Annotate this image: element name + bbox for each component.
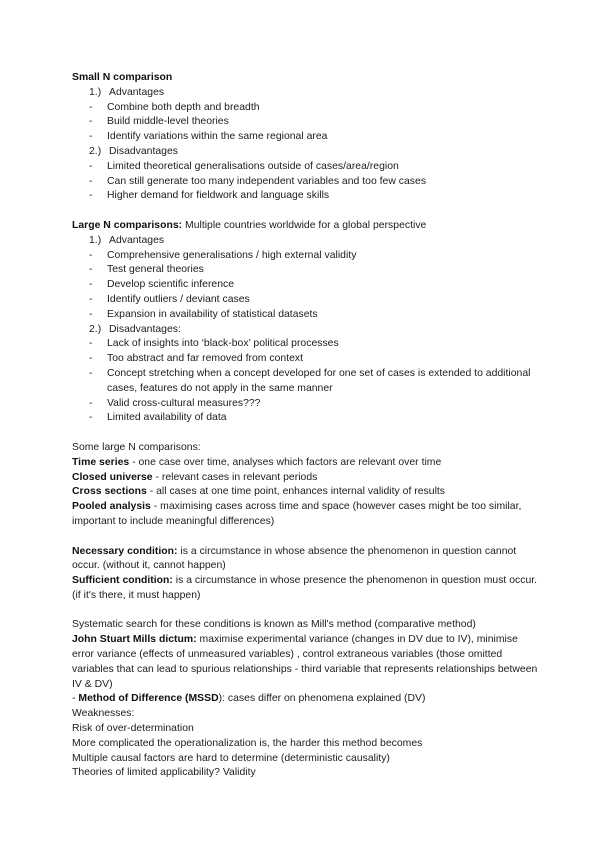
mills-intro: Systematic search for these conditions is known as Mill's method (comparative method) [72, 619, 476, 631]
weakness-item: Theories of limited applicability? Validity [72, 767, 256, 779]
type-time-series: Time series - one case over time, analyses which factors are relevant over time [72, 456, 442, 468]
list-item: - Comprehensive generalisations / high external validity [89, 249, 357, 261]
small-n-disadvantages-label: 2.) Disadvantages [89, 145, 178, 157]
list-item: - Identify outliers / deviant cases [89, 293, 250, 305]
type-cross-sections: Cross sections - all cases at one time point, enhances internal validity of results [72, 486, 446, 498]
list-item: - Limited availability of data [89, 412, 227, 424]
list-item: - Combine both depth and breadth [89, 101, 260, 113]
sufficient-condition: Sufficient condition: is a circumstance in whose presence the phenomenon in question must occur. (if it's there, it must happen) [72, 575, 538, 601]
list-item: - Concept stretching when a concept developed for one set of cases is extended to additional cases, features do not apply in the same manner [89, 367, 531, 394]
list-item: - Valid cross-cultural measures??? [89, 397, 261, 409]
list-item: - Higher demand for fieldwork and language skills [89, 190, 330, 202]
list-item: - Expansion in availability of statistical datasets [89, 308, 318, 320]
weakness-item: Multiple causal factors are hard to determine (deterministic causality) [72, 752, 390, 764]
list-item: - Too abstract and far removed from context [89, 353, 304, 365]
types-intro: Some large N comparisons: [72, 441, 201, 453]
method-of-difference: - Method of Difference (MSSD): cases differ on phenomena explained (DV) [72, 693, 426, 705]
mills-dictum: John Stuart Mills dictum: maximise experimental variance (changes in DV due to IV), minimise error variance (effects of unmeasured variables) , control extraneous variables (those omitted variables that can lead to spurious relationships - third variable that represents relationships between IV & DV) [72, 634, 538, 690]
weakness-item: Risk of over-determination [72, 723, 194, 735]
large-n-disadvantages-label: 2.) Disadvantages: [89, 323, 181, 335]
type-pooled-analysis: Pooled analysis - maximising cases across time and space (however cases might be too similar, important to include meaningful differences) [72, 501, 522, 527]
weakness-item: More complicated the operationalization is, the harder this method becomes [72, 737, 423, 749]
list-item: - Test general theories [89, 264, 204, 276]
small-n-heading: Small N comparison [72, 72, 173, 83]
necessary-condition: Necessary condition: is a circumstance in whose absence the phenomenon in question cannot occur. (without it, cannot happen) [72, 545, 517, 572]
list-item: - Develop scientific inference [89, 279, 235, 291]
list-item: - Build middle-level theories [89, 116, 229, 128]
list-item: - Can still generate too many independent variables and too few cases [89, 175, 427, 187]
large-n-heading: Large N comparisons: Multiple countries worldwide for a global perspective [72, 219, 427, 231]
type-closed-universe: Closed universe - relevant cases in relevant periods [72, 471, 318, 483]
weaknesses-label: Weaknesses: [72, 708, 135, 720]
list-item: - Limited theoretical generalisations outside of cases/area/region [89, 160, 399, 172]
small-n-advantages-label: 1.) Advantages [89, 86, 165, 98]
large-n-advantages-label: 1.) Advantages [89, 234, 165, 246]
document-page [72, 71, 542, 781]
list-item: - Identify variations within the same regional area [89, 131, 328, 143]
list-item: - Lack of insights into ‘black-box’ political processes [89, 338, 339, 350]
